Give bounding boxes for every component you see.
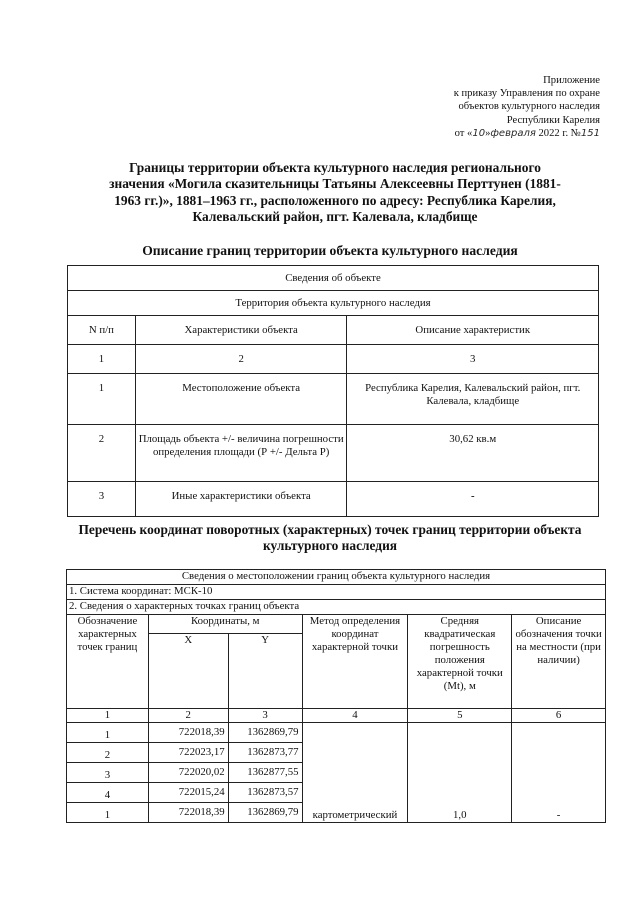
col-number: 3 xyxy=(347,345,599,374)
point-y: 1362869,79 xyxy=(228,723,302,743)
row-description: Республика Карелия, Калевальский район, пгт. Калевала, кладбище xyxy=(347,374,599,425)
method-value: картометрический xyxy=(302,723,408,823)
section1-title: Описание границ территории объекта культурного наследия xyxy=(142,243,518,258)
table-row xyxy=(68,374,599,425)
header-x: X xyxy=(148,634,228,709)
appendix-line: к приказу Управления по охране xyxy=(453,88,600,100)
point-id: 1 xyxy=(67,803,149,823)
order-date-line xyxy=(340,127,600,140)
table1-caption: Сведения об объекте xyxy=(68,266,599,291)
col-header: N п/п xyxy=(68,316,136,345)
coordinate-system: 1. Система координат: МСК-10 xyxy=(67,585,606,600)
point-y: 1362873,57 xyxy=(228,783,302,803)
point-y: 1362869,79 xyxy=(228,803,302,823)
header-y: Y xyxy=(228,634,302,709)
points-caption: 2. Сведения о характерных точках границ объекта xyxy=(67,600,606,615)
point-id: 3 xyxy=(67,763,149,783)
appendix-block xyxy=(340,74,600,140)
appendix-line: Республики Карелия xyxy=(506,114,600,126)
point-x: 722023,17 xyxy=(148,743,228,763)
row-description: 30,62 кв.м xyxy=(347,425,599,482)
handwritten-number: 151 xyxy=(580,127,600,139)
col-number: 2 xyxy=(148,709,228,723)
point-id: 4 xyxy=(67,783,149,803)
point-y: 1362877,55 xyxy=(228,763,302,783)
point-x: 722018,39 xyxy=(148,723,228,743)
point-x: 722020,02 xyxy=(148,763,228,783)
document-title: Границы территории объекта культурного наследия регионального значения «Могила сказительницы Татьяны Алексеевны Перттунен (1881-1963 гг.)», 1881–1963 гг., расположенного по адресу: Республика Карелия, Калевальский район, пгт. Калевала, кладбище xyxy=(109,160,561,225)
handwritten-day: 10 xyxy=(472,127,486,139)
col-number: 2 xyxy=(135,345,347,374)
header-method: Метод определения координат характерной точки xyxy=(302,615,408,709)
header-coordinates: Координаты, м xyxy=(148,615,302,634)
section2-title: Перечень координат поворотных (характерных) точек границ территории объекта культурного наследия xyxy=(78,522,582,554)
order-date-prefix: от « xyxy=(454,127,473,139)
table-row xyxy=(67,723,606,743)
row-characteristic: Местоположение объекта xyxy=(135,374,347,425)
object-info-table xyxy=(67,265,599,517)
col-header: Описание характеристик xyxy=(347,316,599,345)
col-number: 1 xyxy=(67,709,149,723)
col-number: 5 xyxy=(408,709,512,723)
table-row xyxy=(68,482,599,517)
appendix-line: Приложение xyxy=(543,75,600,86)
row-description: - xyxy=(347,482,599,517)
header-designation: Обозначение характерных точек границ xyxy=(67,615,149,709)
appendix-line: объектов культурного наследия xyxy=(458,101,600,113)
point-id: 1 xyxy=(67,723,149,743)
row-characteristic: Иные характеристики объекта xyxy=(135,482,347,517)
row-number: 2 xyxy=(68,425,136,482)
row-characteristic: Площадь объекта +/- величина погрешности определения площади (Р +/- Дельта Р) xyxy=(135,425,347,482)
header-description: Описание обозначения точки на местности (при наличии) xyxy=(512,615,606,709)
order-date-mid: » xyxy=(485,127,491,139)
col-number: 1 xyxy=(68,345,136,374)
coordinates-table xyxy=(66,569,606,823)
point-x: 722015,24 xyxy=(148,783,228,803)
table-row xyxy=(68,425,599,482)
description-value: - xyxy=(512,723,606,823)
order-year: 2022 г. № xyxy=(535,127,581,139)
col-header: Характеристики объекта xyxy=(135,316,347,345)
handwritten-month: февраля xyxy=(490,127,536,139)
table2-caption: Сведения о местоположении границ объекта культурного наследия xyxy=(67,570,606,585)
header-error: Средняя квадратическая погрешность положения характерной точки (Mt), м xyxy=(408,615,512,709)
col-number: 3 xyxy=(228,709,302,723)
point-y: 1362873,77 xyxy=(228,743,302,763)
col-number: 4 xyxy=(302,709,408,723)
row-number: 1 xyxy=(68,374,136,425)
col-number: 6 xyxy=(512,709,606,723)
table1-caption2: Территория объекта культурного наследия xyxy=(68,291,599,316)
point-id: 2 xyxy=(67,743,149,763)
point-x: 722018,39 xyxy=(148,803,228,823)
row-number: 3 xyxy=(68,482,136,517)
error-value: 1,0 xyxy=(408,723,512,823)
